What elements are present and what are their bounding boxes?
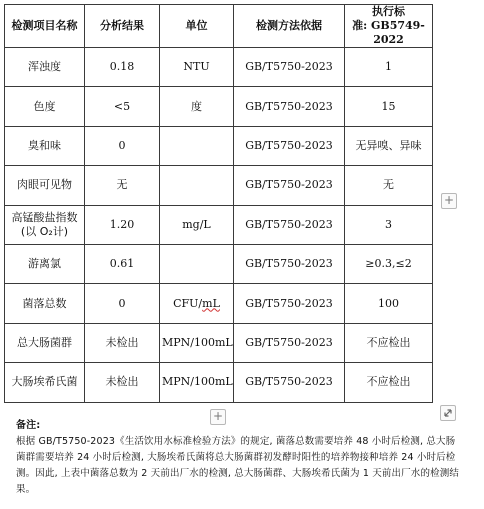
cell-item[interactable]: 游离氯 (5, 244, 85, 283)
cell-unit[interactable]: 度 (160, 87, 234, 126)
cell-result[interactable]: 0.18 (85, 48, 160, 87)
cell-method[interactable]: GB/T5750-2023 (234, 87, 345, 126)
table-row (5, 284, 433, 323)
notes-title: 备注: (16, 420, 41, 431)
cell-item[interactable]: 臭和味 (5, 126, 85, 165)
cell-unit[interactable]: MPN/100mL (160, 363, 234, 402)
table-row (5, 323, 433, 362)
cell-method[interactable]: GB/T5750-2023 (234, 205, 345, 244)
cell-item[interactable]: 色度 (5, 87, 85, 126)
cell-unit[interactable] (160, 126, 234, 165)
header-method: 检测方法依据 (234, 5, 345, 48)
cell-method[interactable]: GB/T5750-2023 (234, 323, 345, 362)
cell-unit[interactable] (160, 166, 234, 205)
header-item: 检测项目名称 (5, 5, 85, 48)
cell-standard[interactable]: ≥0.3,≤2 (345, 244, 433, 283)
cell-item-line1: 高锰酸盐指数 (11, 210, 78, 224)
water-quality-table (4, 4, 433, 403)
cell-result[interactable]: <5 (85, 87, 160, 126)
spellcheck-underlined-unit: mL (202, 296, 220, 310)
cell-item[interactable]: 浑浊度 (5, 48, 85, 87)
header-result: 分析结果 (85, 5, 160, 48)
cell-standard[interactable]: 3 (345, 205, 433, 244)
table-row (5, 126, 433, 165)
cell-standard[interactable]: 15 (345, 87, 433, 126)
cell-unit[interactable] (160, 284, 234, 323)
table-row (5, 48, 433, 87)
cell-unit[interactable] (160, 244, 234, 283)
table-header-row (5, 5, 433, 48)
cell-item[interactable]: 肉眼可见物 (5, 166, 85, 205)
cell-method[interactable]: GB/T5750-2023 (234, 166, 345, 205)
cell-item[interactable]: 菌落总数 (5, 284, 85, 323)
table-row (5, 363, 433, 402)
notes-section (16, 418, 464, 498)
cell-method[interactable]: GB/T5750-2023 (234, 284, 345, 323)
cell-result[interactable]: 0 (85, 284, 160, 323)
cell-result[interactable]: 未检出 (85, 363, 160, 402)
notes-body: 根据 GB/T5750-2023《生活饮用水标准检验方法》的规定, 菌落总数需要培养 48 小时后检测, 总大肠菌群需要培养 24 小时后检测, 大肠埃希氏菌将总大肠菌群初发酵时阳性的培养物接种培养 24 小时后检测。因此, 上表中菌落总数为 2 天前出厂水的检测, 总大肠菌群、大肠埃希氏菌为 1 天前出厂水的检测结果。 (16, 436, 460, 495)
header-unit: 单位 (160, 5, 234, 48)
cell-method[interactable]: GB/T5750-2023 (234, 48, 345, 87)
cell-item-line2: (以 O₂计) (20, 224, 69, 238)
cell-method[interactable]: GB/T5750-2023 (234, 126, 345, 165)
header-standard-line1: 执行标 (372, 5, 405, 18)
cell-standard[interactable]: 无异嗅、异味 (345, 126, 433, 165)
header-standard-line2: 准: GB5749-2022 (352, 19, 425, 46)
cell-standard[interactable]: 无 (345, 166, 433, 205)
cell-method[interactable]: GB/T5750-2023 (234, 363, 345, 402)
table-row (5, 87, 433, 126)
cell-unit[interactable]: NTU (160, 48, 234, 87)
cell-result[interactable]: 0 (85, 126, 160, 165)
table-row (5, 244, 433, 283)
cell-standard[interactable]: 1 (345, 48, 433, 87)
cell-result[interactable]: 未检出 (85, 323, 160, 362)
cell-standard[interactable]: 不应检出 (345, 323, 433, 362)
header-standard (345, 5, 433, 48)
table-row (5, 205, 433, 244)
cell-unit[interactable]: mg/L (160, 205, 234, 244)
cell-standard[interactable]: 不应检出 (345, 363, 433, 402)
table-row (5, 166, 433, 205)
cell-item[interactable] (5, 205, 85, 244)
cell-item[interactable]: 大肠埃希氏菌 (5, 363, 85, 402)
cell-result[interactable]: 0.61 (85, 244, 160, 283)
cell-unit[interactable]: MPN/100mL (160, 323, 234, 362)
cell-result[interactable]: 无 (85, 166, 160, 205)
add-column-button[interactable]: + (441, 193, 457, 209)
cell-unit-prefix: CFU/ (173, 296, 203, 310)
cell-result[interactable]: 1.20 (85, 205, 160, 244)
cell-item[interactable]: 总大肠菌群 (5, 323, 85, 362)
cell-method[interactable]: GB/T5750-2023 (234, 244, 345, 283)
cell-standard[interactable]: 100 (345, 284, 433, 323)
add-row-button[interactable]: + (210, 409, 226, 425)
